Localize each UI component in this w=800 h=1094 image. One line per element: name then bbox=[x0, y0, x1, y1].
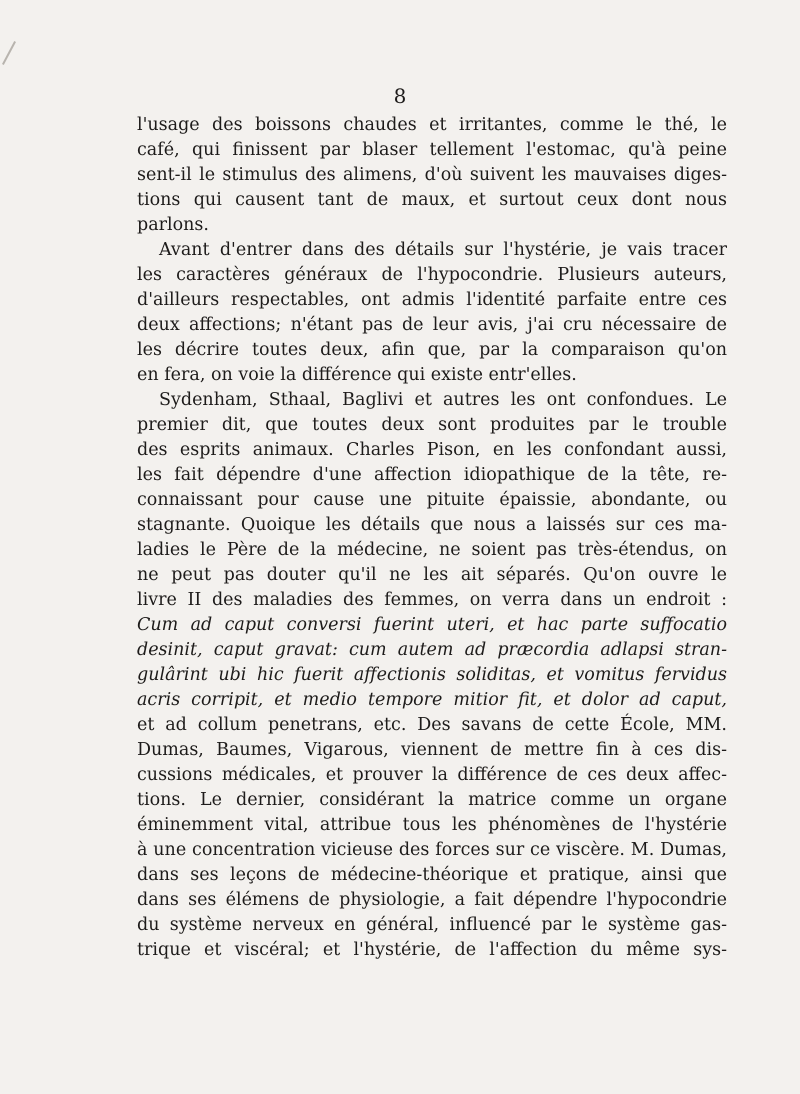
text-line: les caractères généraux de l'hypocondrie. Plusieurs auteurs, bbox=[137, 265, 727, 285]
text-line: gulârint ubi hic fuerit affectionis soliditas, et vomitus fervidus bbox=[137, 665, 727, 685]
text-line: en fera, on voie la différence qui existe entr'elles. bbox=[137, 365, 577, 385]
text-line: dans ses élémens de physiologie, a fait dépendre l'hypocondrie bbox=[137, 890, 727, 910]
text-line: l'usage des boissons chaudes et irritantes, comme le thé, le bbox=[137, 115, 727, 135]
text-line: trique et viscéral; et l'hystérie, de l'affection du même sys- bbox=[137, 940, 727, 960]
text-line: Sydenham, Sthaal, Baglivi et autres les ont confondues. Le bbox=[159, 390, 727, 410]
text-line: stagnante. Quoique les détails que nous a laissés sur ces ma- bbox=[137, 515, 727, 535]
text-line: et ad collum penetrans, etc. Des savans de cette École, MM. bbox=[137, 715, 727, 735]
text-line: Cum ad caput conversi fuerint uteri, et hac parte suffocatio bbox=[137, 615, 727, 635]
body-text bbox=[137, 113, 727, 963]
text-line: tions qui causent tant de maux, et surtout ceux dont nous bbox=[137, 190, 727, 210]
text-line: livre II des maladies des femmes, on verra dans un endroit : bbox=[137, 590, 727, 610]
text-line: du système nerveux en général, influencé par le système gas- bbox=[137, 915, 727, 935]
text-line: ladies le Père de la médecine, ne soient pas très-étendus, on bbox=[137, 540, 727, 560]
page-number: 8 bbox=[393, 84, 407, 108]
text-line: d'ailleurs respectables, ont admis l'identité parfaite entre ces bbox=[137, 290, 727, 310]
text-line: à une concentration vicieuse des forces sur ce viscère. M. Dumas, bbox=[137, 840, 727, 860]
text-line: parlons. bbox=[137, 215, 209, 235]
text-line: dans ses leçons de médecine-théorique et pratique, ainsi que bbox=[137, 865, 727, 885]
text-line: sent-il le stimulus des alimens, d'où suivent les mauvaises diges- bbox=[137, 165, 727, 185]
text-line: connaissant pour cause une pituite épaissie, abondante, ou bbox=[137, 490, 727, 510]
text-line: deux affections; n'étant pas de leur avis, j'ai cru nécessaire de bbox=[137, 315, 727, 335]
text-line: premier dit, que toutes deux sont produites par le trouble bbox=[137, 415, 727, 435]
text-line: desinit, caput gravat: cum autem ad præcordia adlapsi stran- bbox=[137, 640, 727, 660]
text-line: éminemment vital, attribue tous les phénomènes de l'hystérie bbox=[137, 815, 727, 835]
text-line: cussions médicales, et prouver la différence de ces deux affec- bbox=[137, 765, 727, 785]
text-line: Avant d'entrer dans des détails sur l'hystérie, je vais tracer bbox=[159, 240, 727, 260]
text-line: des esprits animaux. Charles Pison, en les confondant aussi, bbox=[137, 440, 727, 460]
text-line: Dumas, Baumes, Vigarous, viennent de mettre fin à ces dis- bbox=[137, 740, 727, 760]
text-line: tions. Le dernier, considérant la matrice comme un organe bbox=[137, 790, 727, 810]
margin-mark bbox=[2, 41, 16, 65]
text-line: café, qui finissent par blaser tellement l'estomac, qu'à peine bbox=[137, 140, 727, 160]
text-line: les décrire toutes deux, afin que, par la comparaison qu'on bbox=[137, 340, 727, 360]
text-line: ne peut pas douter qu'il ne les ait séparés. Qu'on ouvre le bbox=[137, 565, 727, 585]
text-line: acris corripit, et medio tempore mitior fit, et dolor ad caput, bbox=[137, 690, 727, 710]
text-line: les fait dépendre d'une affection idiopathique de la tête, re- bbox=[137, 465, 727, 485]
